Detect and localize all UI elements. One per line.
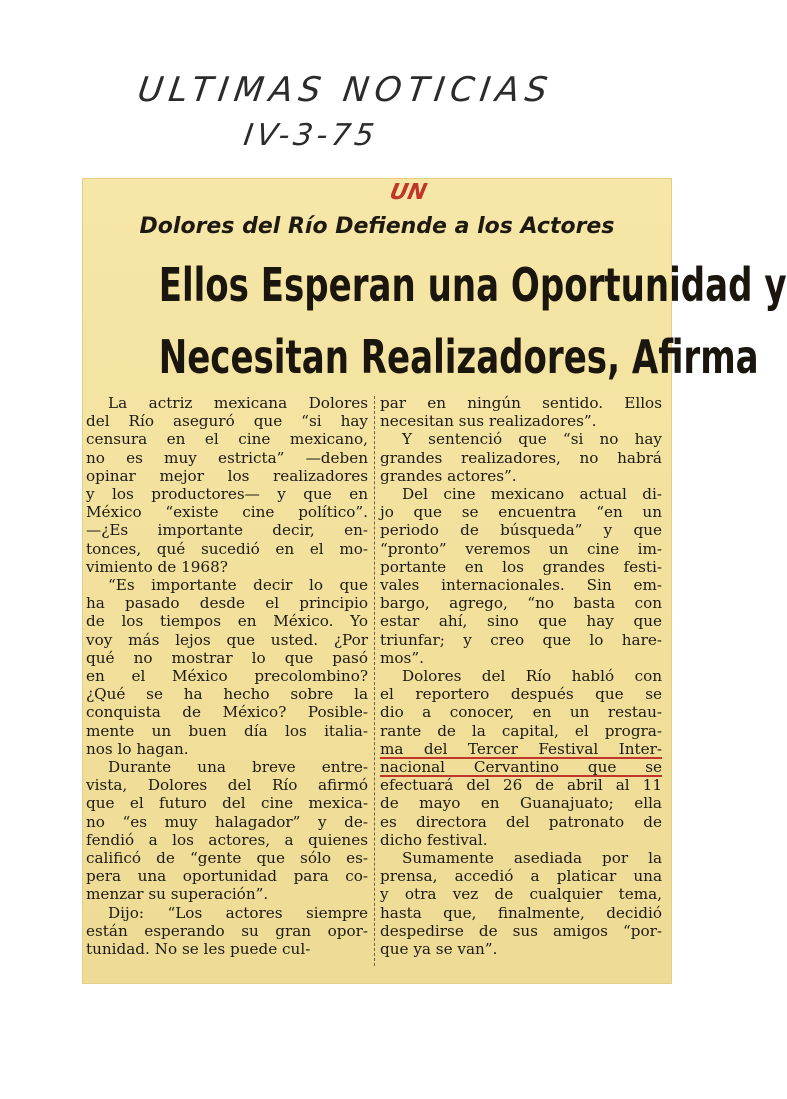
article-text-line: grandes actores”. xyxy=(380,466,517,485)
article-text-line: tonces, qué sucedió en el mo- xyxy=(86,539,368,558)
article-text-line: pera una oportunidad para co- xyxy=(86,867,368,886)
article-text-line: opinar mejor los realizadores xyxy=(86,466,368,485)
article-text-line: de los tiempos en México. Yo xyxy=(86,612,368,631)
article-text-line: dio a conocer, en un restau- xyxy=(380,703,662,722)
article-text-line: necesitan sus realizadores”. xyxy=(380,412,597,431)
article-text-line: triunfar; y creo que lo hare- xyxy=(380,630,662,649)
article-headline-line-1: Ellos Esperan una Oportunidad y xyxy=(158,258,787,312)
article-text-line: fendió a los actores, a quienes xyxy=(86,830,368,849)
handwritten-source-note: ULTIMAS NOTICIAS xyxy=(135,70,556,110)
article-text-line: no es muy estricta” —deben xyxy=(86,448,368,467)
article-text-line: rante de la capital, el progra- xyxy=(380,721,662,740)
article-text-line: tunidad. No se les puede cul- xyxy=(86,940,311,959)
article-text-line: y otra vez de cualquier tema, xyxy=(380,885,662,904)
article-column-right xyxy=(380,394,662,958)
article-headline-line-2: Necesitan Realizadores, Afirma xyxy=(158,330,759,384)
article-text-line: mos”. xyxy=(380,648,424,667)
article-text-line: vimiento de 1968? xyxy=(86,557,228,576)
article-text-line: Y sentenció que “si no hay xyxy=(402,430,662,449)
article-text-line: prensa, accedió a platicar una xyxy=(380,867,662,886)
article-text-line: censura en el cine mexicano, xyxy=(86,430,368,449)
article-text-line: Del cine mexicano actual di- xyxy=(402,485,662,504)
article-text-line: y los productores— y que en xyxy=(86,485,368,504)
article-text-line: ma del Tercer Festival Inter- xyxy=(380,739,662,758)
column-divider xyxy=(374,396,376,966)
article-text-line: calificó de “gente que sólo es- xyxy=(86,849,368,868)
article-text-line: qué no mostrar lo que pasó xyxy=(86,648,368,667)
article-text-line: vista, Dolores del Río afirmó xyxy=(86,776,368,795)
article-text-line: nacional Cervantino que se xyxy=(380,758,662,777)
article-text-line: nos lo hagan. xyxy=(86,739,189,758)
article-text-line: ha pasado desde el principio xyxy=(86,594,368,613)
article-text-line: grandes realizadores, no habrá xyxy=(380,448,662,467)
article-text-line: Durante una breve entre- xyxy=(108,758,368,777)
article-text-line: despedirse de sus amigos “por- xyxy=(380,921,662,940)
article-text-line: México “existe cine político”. xyxy=(86,503,368,522)
article-text-line: periodo de búsqueda” y que xyxy=(380,521,662,540)
article-text-line: conquista de México? Posible- xyxy=(86,703,368,722)
article-text-line: La actriz mexicana Dolores xyxy=(108,394,368,412)
article-text-line: ¿Qué se ha hecho sobre la xyxy=(86,685,368,704)
article-text-line: jo que se encuentra “en un xyxy=(380,503,662,522)
article-text-line: es directora del patronato de xyxy=(380,812,662,831)
article-text-line: “pronto” veremos un cine im- xyxy=(380,539,662,558)
article-text-line: no “es muy halagador” y de- xyxy=(86,812,368,831)
article-text-line: “Es importante decir lo que xyxy=(108,576,368,595)
article-text-line: par en ningún sentido. Ellos xyxy=(380,394,662,412)
article-text-line: efectuará del 26 de abril al 11 xyxy=(380,776,662,795)
article-text-line: están esperando su gran opor- xyxy=(86,921,368,940)
red-pen-mark: UN xyxy=(387,180,429,205)
article-text-line: vales internacionales. Sin em- xyxy=(380,576,662,595)
article-text-line: —¿Es importante decir, en- xyxy=(86,521,368,540)
article-column-left xyxy=(86,394,368,958)
article-text-line: voy más lejos que usted. ¿Por xyxy=(86,630,368,649)
article-text-line: mente un buen día los italia- xyxy=(86,721,368,740)
article-text-line: de mayo en Guanajuato; ella xyxy=(380,794,662,813)
article-text-line: Sumamente asediada por la xyxy=(402,849,662,868)
article-text-line: del Río aseguró que “si hay xyxy=(86,412,368,431)
article-text-line: bargo, agrego, “no basta con xyxy=(380,594,662,613)
article-text-line: el reportero después que se xyxy=(380,685,662,704)
article-text-line: menzar su superación”. xyxy=(86,885,269,904)
article-text-line: que el futuro del cine mexica- xyxy=(86,794,368,813)
article-text-line: en el México precolombino? xyxy=(86,667,368,686)
article-text-line: que ya se van”. xyxy=(380,940,498,959)
article-text-line: dicho festival. xyxy=(380,830,488,849)
article-kicker: Dolores del Río Defiende a los Actores xyxy=(139,214,615,239)
article-text-line: estar ahí, sino que hay que xyxy=(380,612,662,631)
newspaper-clipping xyxy=(82,178,787,984)
handwritten-date-note: IV-3-75 xyxy=(241,118,381,153)
article-text-line: hasta que, finalmente, decidió xyxy=(380,903,662,922)
article-text-line: Dolores del Río habló con xyxy=(402,667,662,686)
article-text-line: portante en los grandes festi- xyxy=(380,557,662,576)
article-text-line: Dijo: “Los actores siempre xyxy=(108,903,368,922)
